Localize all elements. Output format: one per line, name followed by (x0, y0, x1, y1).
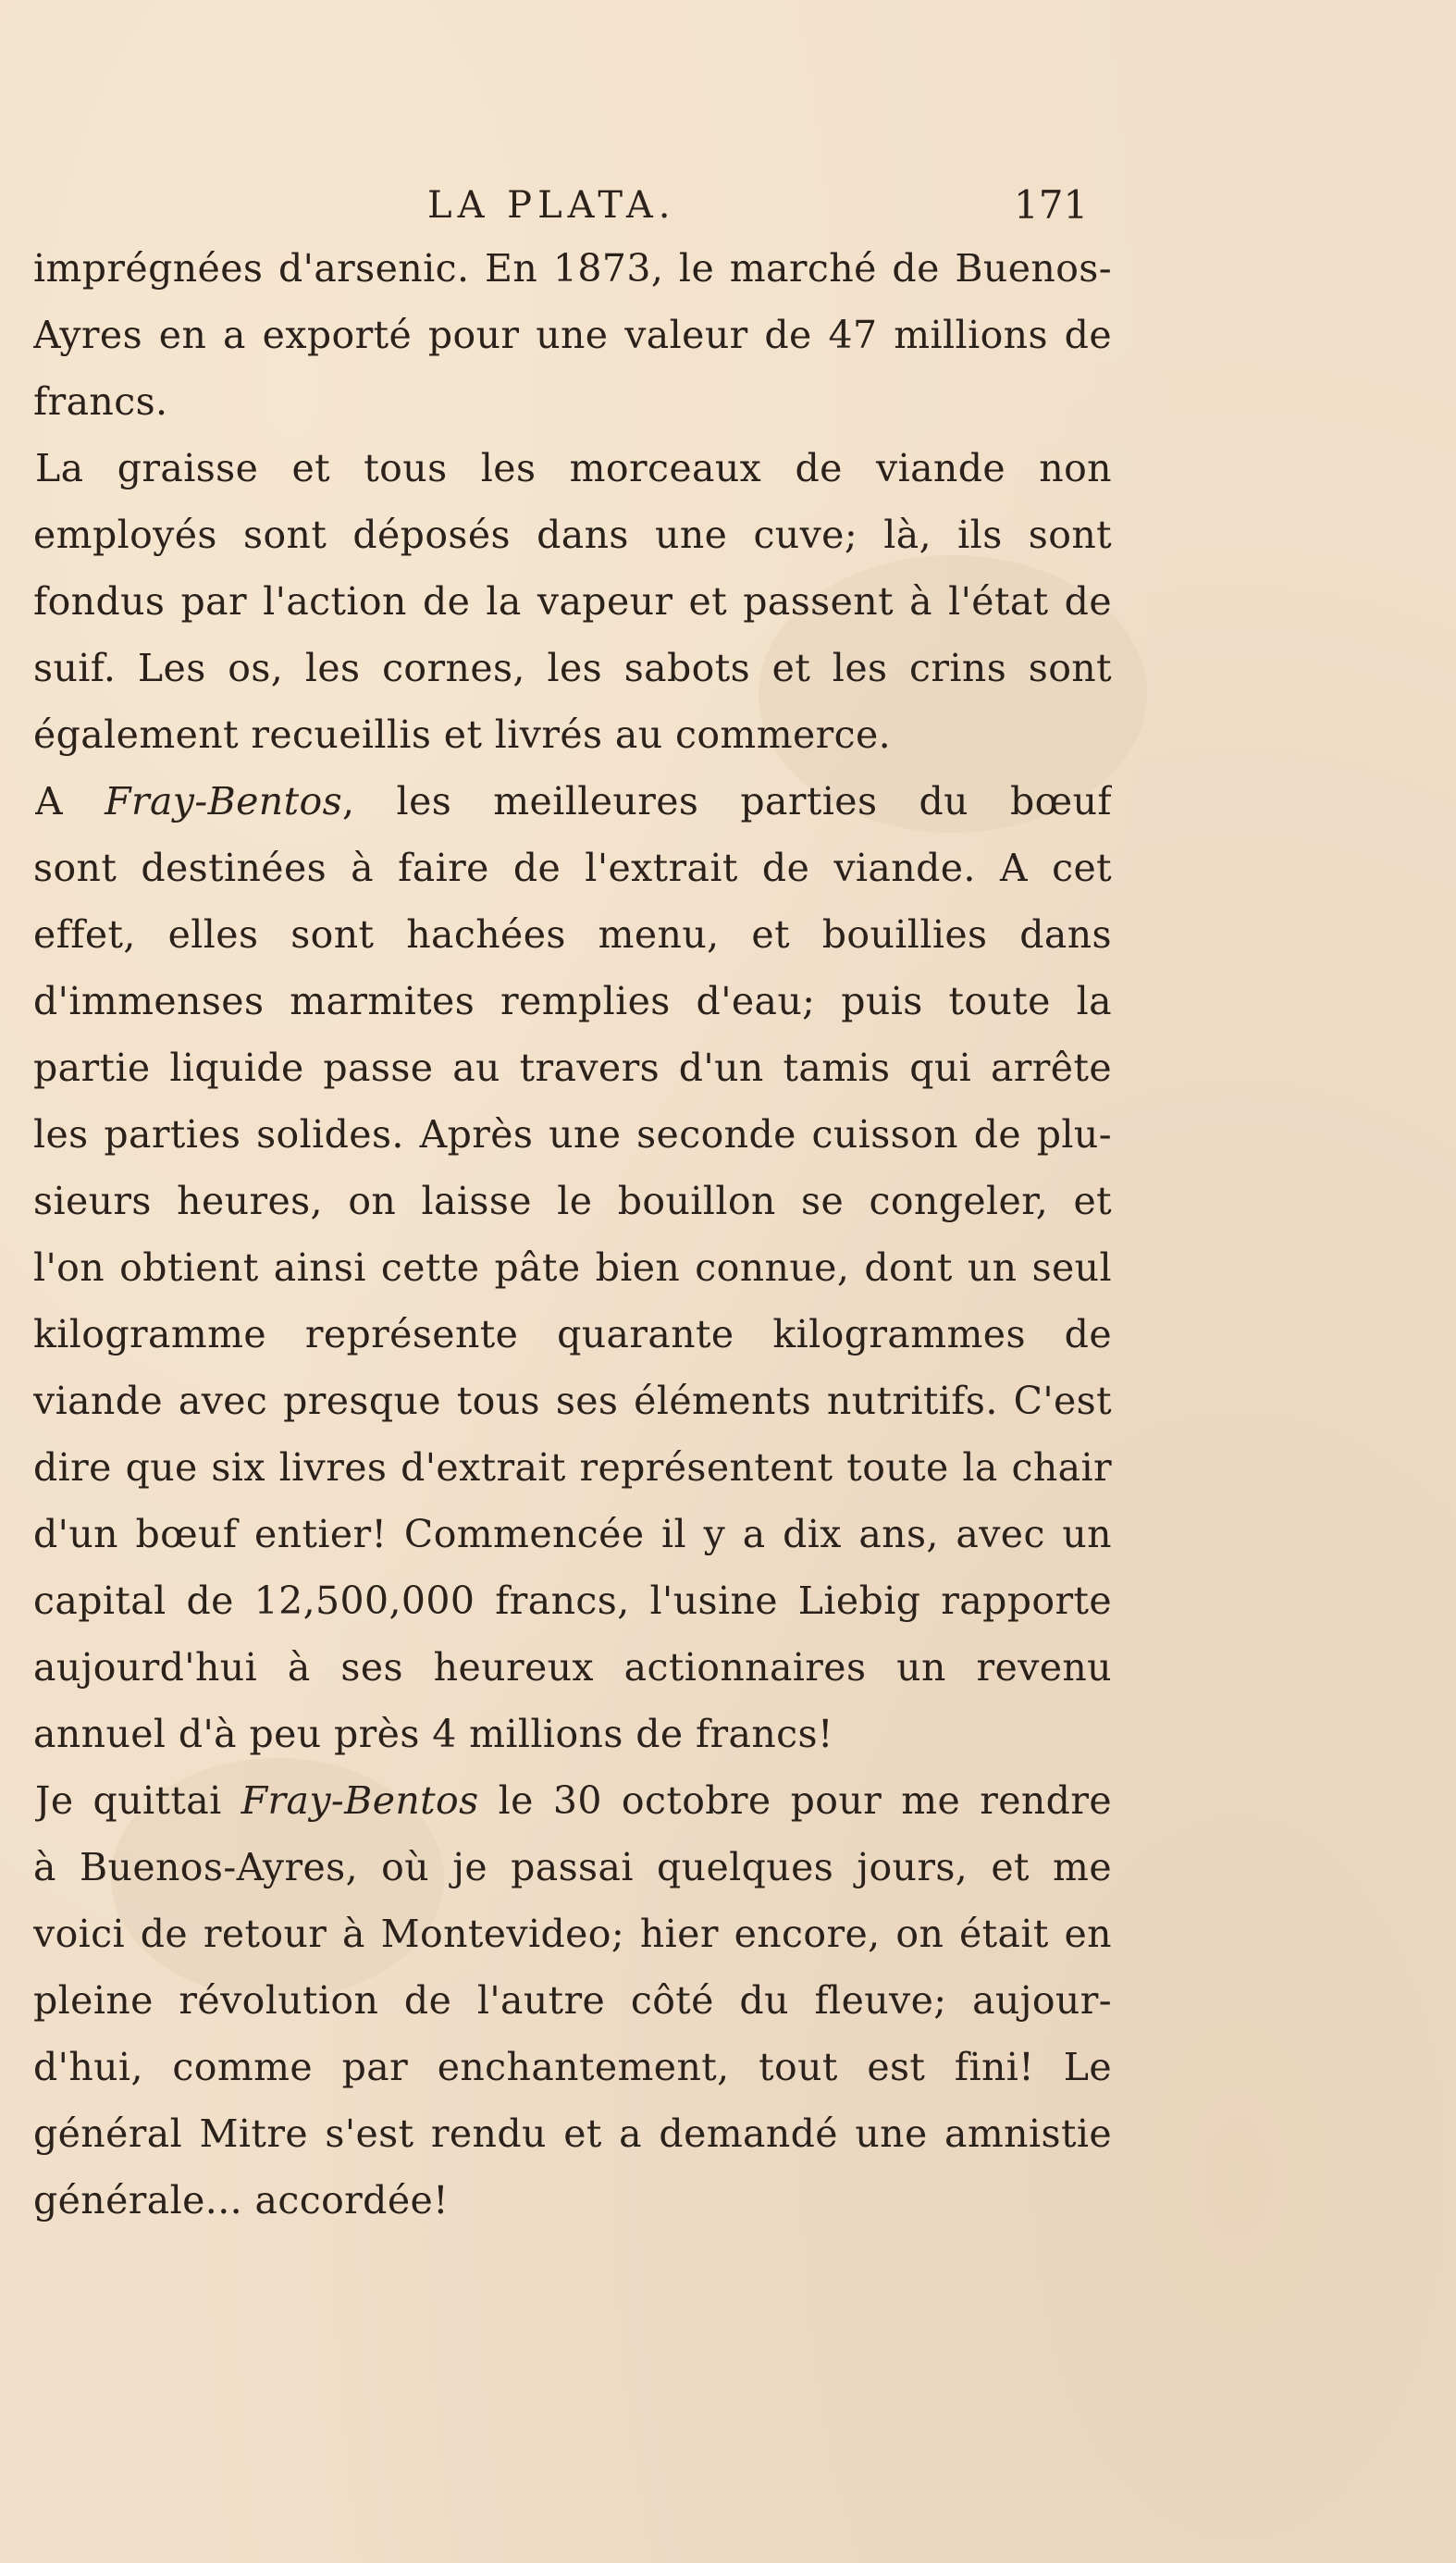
text-line: dire que six livres d'extrait représentent toute la chair (33, 1445, 1112, 1490)
text-line: d'un bœuf entier! Commencée il y a dix ans, avec un (33, 1512, 1112, 1556)
text-line: annuel d'à peu près 4 millions de francs! (33, 1712, 833, 1756)
text-line: d'immenses marmites remplies d'eau; puis toute la (33, 979, 1112, 1023)
text-line: aujourd'hui à ses heureux actionnaires un revenu (33, 1645, 1112, 1690)
text-line: à Buenos-Ayres, où je passai quelques jours, et me (33, 1845, 1112, 1889)
text-line: kilogramme représente quarante kilogrammes de (33, 1312, 1112, 1356)
text-line: générale... accordée! (33, 2178, 450, 2223)
text-line: capital de 12,500,000 francs, l'usine Liebig rapporte (33, 1579, 1112, 1623)
page-number: 171 (1014, 182, 1089, 228)
text-line: viande avec presque tous ses éléments nutritifs. C'est (33, 1379, 1112, 1423)
text-line: employés sont déposés dans une cuve; là, ils sont (33, 513, 1112, 557)
text-line: partie liquide passe au travers d'un tamis qui arrête (33, 1046, 1112, 1090)
text-line: sieurs heures, on laisse le bouillon se congeler, et (33, 1179, 1112, 1223)
italic-place-name: Fray-Bentos (105, 779, 343, 823)
page-header (0, 178, 1456, 233)
text-line: francs. (33, 379, 168, 424)
text-line: pleine révolution de l'autre côté du fleuve; aujour- (33, 1978, 1112, 2023)
text-line: La graisse et tous les morceaux de viande non (35, 446, 1112, 490)
text-line: imprégnées d'arsenic. En 1873, le marché de Buenos- (33, 246, 1112, 291)
text-line: fondus par l'action de la vapeur et passent à l'état de (33, 579, 1112, 624)
text-line-italic: Je quittai Fray-Bentos le 30 octobre pour me rendre (35, 1778, 1112, 1823)
text-line: sont destinées à faire de l'extrait de viande. A cet (33, 846, 1112, 890)
text-line: également recueillis et livrés au commerce. (33, 712, 892, 757)
text-line: les parties solides. Après une seconde cuisson de plu- (33, 1112, 1112, 1157)
text-line: l'on obtient ainsi cette pâte bien connue, dont un seul (33, 1245, 1112, 1290)
text-line: d'hui, comme par enchantement, tout est fini! Le (33, 2045, 1112, 2089)
text-line: Ayres en a exporté pour une valeur de 47 millions de (33, 313, 1112, 357)
text-line: effet, elles sont hachées menu, et bouillies dans (33, 912, 1112, 957)
text-line-italic: A Fray-Bentos, les meilleures parties du bœuf (35, 779, 1112, 823)
running-title: LA PLATA. (427, 184, 676, 227)
text-line: suif. Les os, les cornes, les sabots et les crins sont (33, 646, 1112, 690)
text-line: général Mitre s'est rendu et a demandé une amnistie (33, 2111, 1112, 2156)
text-line: voici de retour à Montevideo; hier encore, on était en (33, 1912, 1112, 1956)
italic-place-name: Fray-Bentos (241, 1778, 479, 1823)
